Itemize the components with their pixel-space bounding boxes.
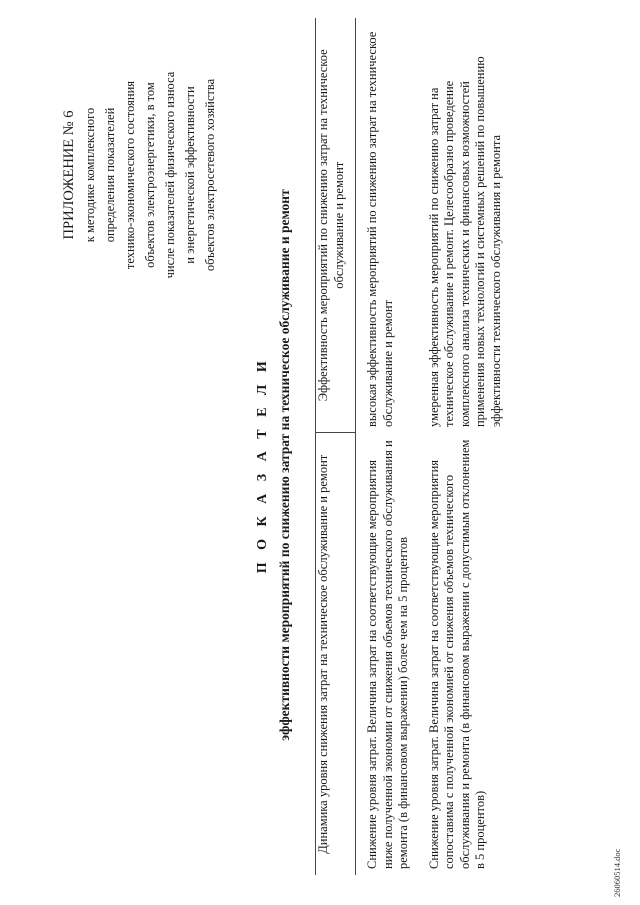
row-2-efficiency: умеренная эффективность мероприятий по снижению затрат на техническое обслуживание и ремонт. Целесообразно проведение комплексного анализа технических и финансовых возможностей применения новых технологий и системных решений по повышению эффективности технического обслуживания и ремонта: [426, 56, 503, 427]
appendix-line: определения показателей: [103, 107, 117, 243]
appendix-block: [58, 30, 220, 320]
table-row: [418, 18, 511, 875]
row-1-dynamics: Снижение уровня затрат. Величина затрат на соответствующие мероприятия ниже полученной экономии от снижения объемов технического обслуживания и ремонта (в финансовом выражении) более чем на 5 процентов: [365, 440, 410, 869]
heading-subtitle: эффективности мероприятий по снижению затрат на техническое обслуживание и ремонт: [277, 189, 292, 741]
appendix-title: ПРИЛОЖЕНИЕ № 6: [61, 110, 77, 240]
row-2-dynamics: Снижение уровня затрат. Величина затрат на соответствующие мероприятия сопоставима с полученной экономией от снижения объемов технического обслуживания и ремонта (в финансовом выражении с допустимым отклонением в 5 процентов): [426, 439, 487, 869]
header-efficiency: Эффективность мероприятий по снижению затрат на техническое обслуживание и ремонт: [316, 18, 356, 433]
appendix-line: объектов электросетевого хозяйства: [203, 78, 217, 272]
row-1-efficiency: высокая эффективность мероприятий по снижению затрат на техническое обслуживание и ремонт: [365, 31, 395, 427]
efficiency-table: [315, 18, 510, 875]
table-row: [356, 18, 418, 875]
appendix-line: технико-экономического состояния: [123, 80, 137, 270]
appendix-line: и энергетической эффективности: [183, 86, 197, 264]
appendix-line: числе показателей физического износа: [163, 71, 177, 279]
document-file-id: 26060514.doc: [612, 848, 622, 897]
header-dynamics: Динамика уровня снижения затрат на техническое обслуживание и ремонт: [316, 433, 356, 875]
appendix-line: объектов электроэнергетики, в том: [143, 82, 157, 268]
heading-title: П О К А З А Т Е Л И: [255, 356, 270, 574]
document-heading: [253, 85, 295, 845]
table-header-row: [316, 18, 356, 875]
appendix-line: к методике комплексного: [83, 107, 97, 243]
